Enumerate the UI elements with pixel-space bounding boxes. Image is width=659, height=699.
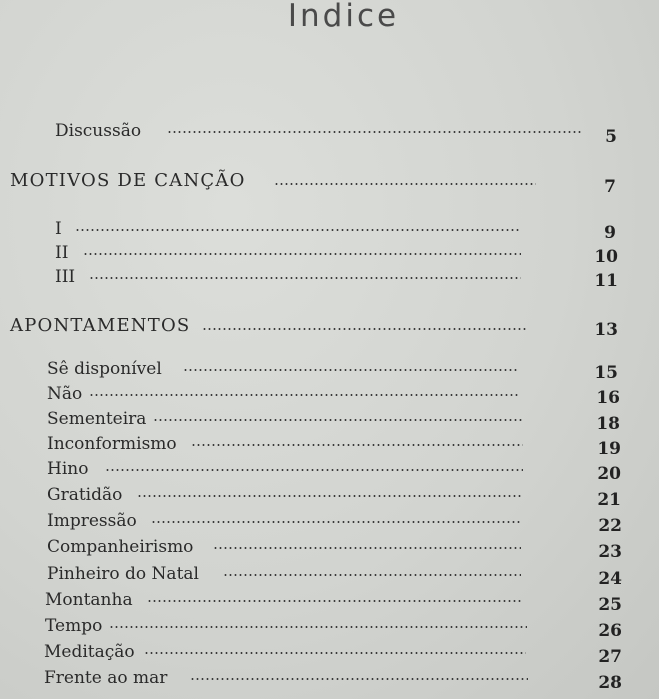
toc-entry-page: 27 [598, 647, 622, 667]
toc-entry [45, 614, 632, 641]
toc-entry [55, 265, 625, 289]
toc-entry-label: Tempo [45, 616, 103, 636]
toc-entry-label: Meditação [44, 642, 135, 662]
toc-entry-page: 25 [598, 595, 622, 615]
toc-entry-page: 11 [594, 271, 618, 291]
toc-entry [44, 640, 632, 667]
toc-entry-label: Frente ao mar [44, 668, 168, 688]
dot-leader [105, 469, 523, 471]
toc-entry [55, 119, 635, 147]
toc-entry [47, 457, 632, 484]
toc-entry [55, 241, 625, 265]
toc-entry-label: Sementeira [47, 409, 147, 429]
toc-entry [47, 407, 632, 434]
toc-entry [47, 509, 632, 536]
toc-entry-label: Não [47, 384, 83, 404]
toc-entry-page: 24 [598, 569, 622, 589]
toc-entry-page: 26 [598, 621, 622, 641]
toc-entry-label: Gratidão [47, 485, 123, 505]
dot-leader [153, 419, 523, 421]
toc-entry-page: 23 [598, 542, 622, 562]
toc-entry-label: Sê disponível [47, 359, 162, 379]
dot-leader [183, 369, 519, 371]
dot-leader [223, 574, 521, 576]
dot-leader [75, 229, 521, 231]
toc-entry [47, 535, 632, 562]
dot-leader [191, 444, 523, 446]
toc-entry [47, 432, 632, 459]
toc-entry-page: 20 [597, 464, 621, 484]
toc-entry-page: 22 [598, 516, 622, 536]
toc-entry [55, 217, 625, 241]
toc-entry-page: 10 [594, 247, 618, 267]
toc-entry-label: Impressão [47, 511, 137, 531]
dot-leader [151, 521, 521, 523]
dot-leader [137, 495, 521, 497]
toc-entry-page: 18 [596, 414, 620, 434]
dot-leader [109, 626, 527, 628]
toc-entry [47, 357, 632, 381]
toc-section [10, 314, 630, 338]
toc-entry-label: Montanha [45, 590, 133, 610]
toc-entry-label: Hino [47, 459, 89, 479]
toc-section-label: APONTAMENTOS [10, 315, 191, 336]
toc-entry-page: 15 [594, 363, 618, 383]
toc-entry [45, 588, 632, 615]
toc-entry [47, 562, 632, 589]
dot-leader [213, 547, 521, 549]
toc-entry-label: Companheirismo [47, 537, 194, 557]
toc-entry-page: 19 [597, 439, 621, 459]
dot-leader [274, 183, 536, 185]
dot-leader [89, 394, 519, 396]
toc-entry-label: Pinheiro do Natal [47, 564, 199, 584]
toc-entry-page: 5 [605, 127, 617, 147]
toc-entry-label: III [55, 267, 76, 287]
dot-leader [167, 131, 581, 133]
dot-leader [190, 678, 528, 680]
dot-leader [202, 328, 528, 330]
toc-entry-page: 13 [594, 320, 618, 340]
toc-entry-page: 28 [598, 673, 622, 693]
toc-entry-label: I [55, 219, 62, 239]
toc-section-label: MOTIVOS DE CANÇÃO [10, 170, 246, 191]
toc-section [10, 169, 630, 197]
toc-entry [44, 666, 632, 693]
dot-leader [89, 277, 521, 279]
toc-entry-page: 7 [604, 177, 616, 197]
toc-entry-label: II [55, 243, 69, 263]
dot-leader [83, 253, 521, 255]
page-title: Indice [287, 0, 400, 34]
toc-entry [47, 483, 632, 510]
toc-entry-label: Discussão [55, 121, 142, 141]
toc-entry-page: 9 [604, 223, 616, 243]
dot-leader [144, 652, 526, 654]
toc-entry [47, 382, 632, 406]
dot-leader [147, 600, 523, 602]
toc-entry-page: 21 [597, 490, 621, 510]
toc-entry-label: Inconformismo [47, 434, 177, 454]
toc-entry-page: 16 [596, 388, 620, 408]
